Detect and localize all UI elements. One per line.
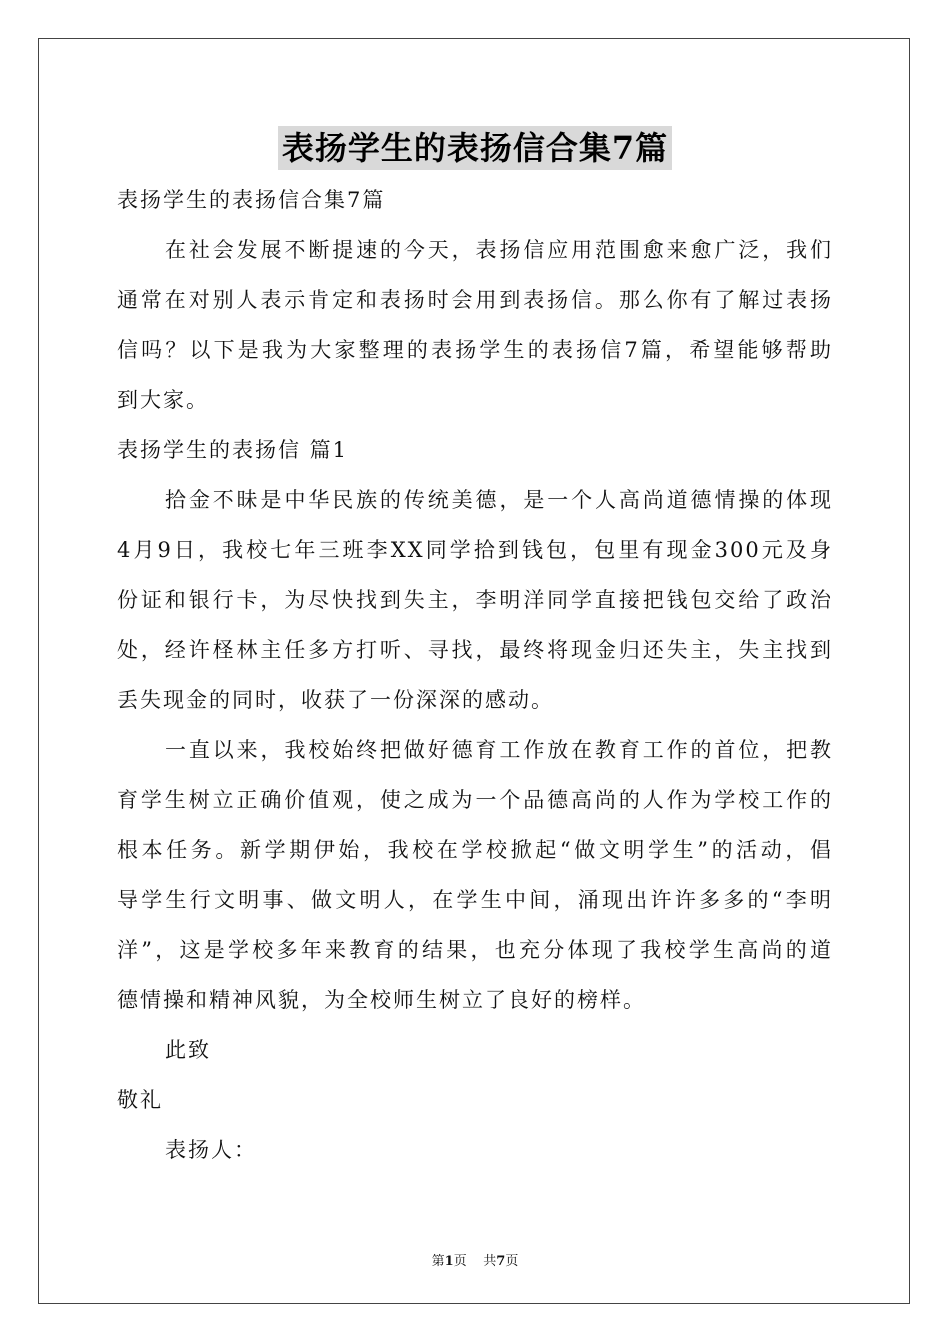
para1-line: 丢失现金的同时，收获了一份深深的感动。 [117, 688, 554, 712]
footer-page-prefix: 第 [431, 1254, 445, 1269]
footer-total-number: 7 [496, 1254, 506, 1269]
para2-line: 根本任务。新学期伊始，我校在学校掀起“做文明学生”的活动，倡 [117, 838, 833, 862]
para1-line: 拾金不昧是中华民族的传统美德，是一个人高尚道德情操的体现 [165, 488, 833, 512]
intro-line: 到大家。 [117, 388, 209, 412]
para1-line: 4月9日，我校七年三班李XX同学拾到钱包，包里有现金300元及身 [117, 538, 833, 562]
intro-line: 在社会发展不断提速的今天，表扬信应用范围愈来愈广泛，我们 [165, 238, 833, 262]
intro-line: 通常在对别人表示肯定和表扬时会用到表扬信。那么你有了解过表扬 [117, 288, 833, 312]
para2-line: 德情操和精神风貌，为全校师生树立了良好的榜样。 [117, 988, 646, 1012]
para2-line: 育学生树立正确价值观，使之成为一个品德高尚的人作为学校工作的 [117, 788, 833, 812]
para1-line: 份证和银行卡，为尽快找到失主，李明洋同学直接把钱包交给了政治 [117, 588, 833, 612]
footer-total-suffix: 页 [505, 1254, 519, 1269]
page-border [38, 38, 910, 1304]
para2-line: 导学生行文明事、做文明人，在学生中间，涌现出许许多多的“李明 [117, 888, 833, 912]
document-title: 表扬学生的表扬信合集7篇 [278, 126, 672, 170]
footer-total-prefix: 共 [483, 1254, 497, 1269]
closing-jingli: 敬礼 [117, 1088, 163, 1112]
closing-signer: 表扬人： [165, 1138, 257, 1162]
page-footer [0, 1250, 950, 1269]
subtitle: 表扬学生的表扬信合集7篇 [117, 188, 386, 212]
para2-line: 一直以来，我校始终把做好德育工作放在教育工作的首位，把教 [165, 738, 833, 762]
intro-line: 信吗？以下是我为大家整理的表扬学生的表扬信7篇，希望能够帮助 [117, 338, 833, 362]
footer-page-number: 1 [444, 1254, 454, 1269]
para1-line: 处，经许柽林主任多方打听、寻找，最终将现金归还失主，失主找到 [117, 638, 833, 662]
closing-cizhi: 此致 [165, 1038, 211, 1062]
footer-page-suffix: 页 [453, 1254, 467, 1269]
para2-line: 洋”，这是学校多年来教育的结果，也充分体现了我校学生高尚的道 [117, 938, 833, 962]
title-container [0, 126, 950, 170]
section-heading: 表扬学生的表扬信 篇1 [117, 438, 349, 462]
